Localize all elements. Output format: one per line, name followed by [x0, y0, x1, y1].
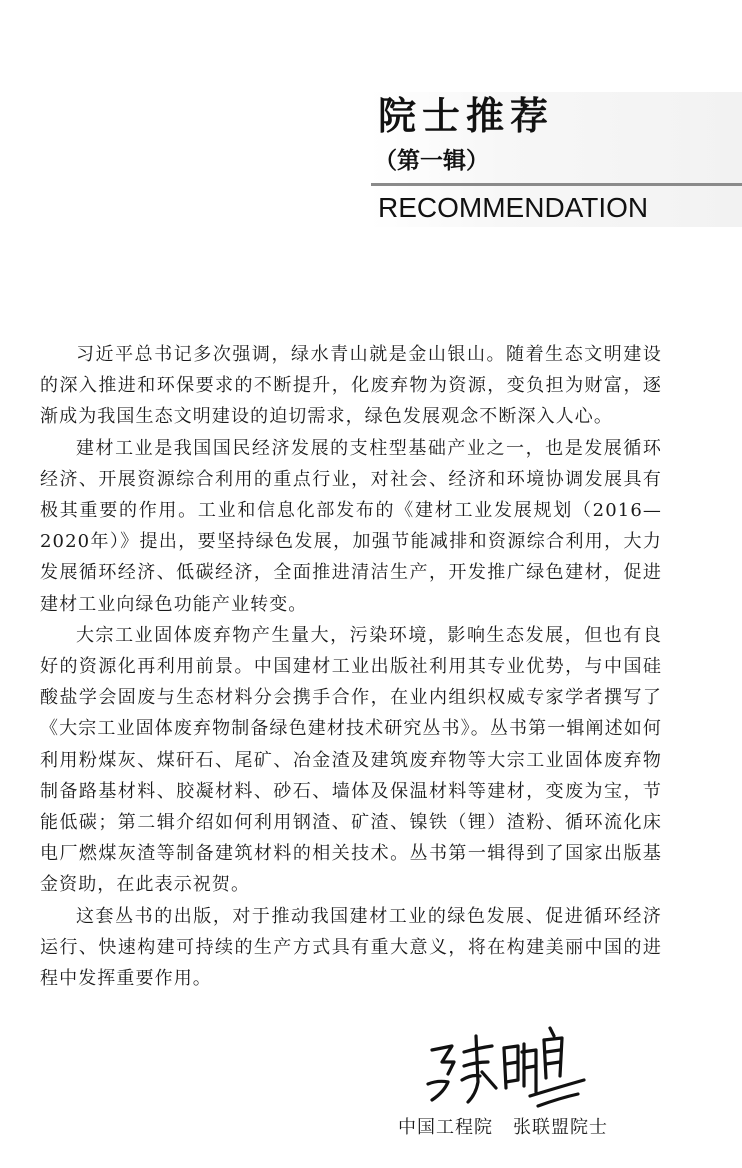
handwritten-signature: [418, 1022, 588, 1108]
body-text: [40, 339, 662, 994]
signature-image: [418, 1022, 588, 1108]
paragraph-1: 习近平总书记多次强调，绿水青山就是金山银山。随着生态文明建设的深入推进和环保要求的不断提升，化废弃物为资源，变负担为财富，逐渐成为我国生态文明建设的迫切需求，绿色发展观念不断深入人心。: [40, 344, 662, 428]
page-title: 院士推荐: [378, 94, 555, 138]
english-title: RECOMMENDATION: [378, 192, 649, 223]
page-subtitle: （第一辑）: [374, 148, 489, 174]
title-divider: [371, 183, 742, 186]
paragraph-2: 建材工业是我国国民经济发展的支柱型基础产业之一，也是发展循环经济、开展资源综合利用的重点行业，对社会、经济和环境协调发展具有极其重要的作用。工业和信息化部发布的《建材工业发展规划（2016—2020年）》提出，要坚持绿色发展，加强节能减排和资源综合利用，大力发展循环经济、低碳经济，全面推进清洁生产，开发推广绿色建材，促进建材工业向绿色功能产业转变。: [40, 437, 662, 615]
author-name: 张联盟院士: [513, 1117, 608, 1138]
paragraph-3: 大宗工业固体废弃物产生量大，污染环境，影响生态发展，但也有良好的资源化再利用前景。中国建材工业出版社利用其专业优势，与中国硅酸盐学会固废与生态材料分会携手合作，在业内组织权威专家学者撰写了《大宗工业固体废弃物制备绿色建材技术研究丛书》。丛书第一辑阐述如何利用粉煤灰、煤矸石、尾矿、冶金渣及建筑废弃物等大宗工业固体废弃物制备路基材料、胶凝材料、砂石、墙体及保温材料等建材，变废为宝，节能低碳；第二辑介绍如何利用钢渣、矿渣、镍铁（锂）渣粉、循环流化床电厂燃煤灰渣等制备建筑材料的相关技术。丛书第一辑得到了国家出版基金资助，在此表示祝贺。: [40, 624, 662, 896]
attribution: [398, 1114, 608, 1142]
institution-name: 中国工程院: [398, 1117, 493, 1138]
paragraph-4: 这套丛书的出版，对于推动我国建材工业的绿色发展、促进循环经济运行、快速构建可持续的生产方式具有重大意义，将在构建美丽中国的进程中发挥重要作用。: [40, 905, 662, 990]
